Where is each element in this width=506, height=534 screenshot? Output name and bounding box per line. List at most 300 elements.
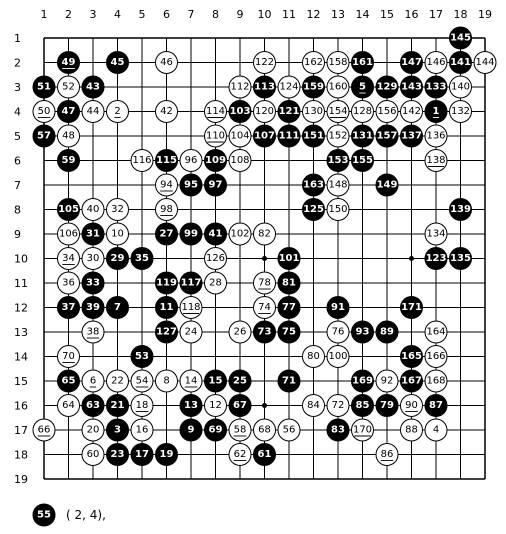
- stone: [278, 101, 300, 123]
- move-number: 61: [257, 449, 272, 460]
- move-number: 64: [62, 400, 75, 411]
- move-number: 42: [160, 106, 173, 117]
- move-number: 29: [110, 253, 125, 264]
- move-number: 123: [425, 253, 447, 264]
- move-number: 99: [184, 228, 198, 240]
- stone: [278, 297, 300, 319]
- stone: [327, 297, 349, 319]
- move-number: 78: [258, 277, 271, 289]
- stone: [254, 223, 276, 245]
- stone: [254, 272, 276, 294]
- stone: [58, 125, 80, 147]
- stone: [425, 321, 447, 343]
- column-label: 8: [212, 8, 219, 21]
- stone: [180, 174, 202, 196]
- move-number: 33: [86, 277, 100, 289]
- stone: [376, 395, 398, 417]
- move-number: 82: [258, 228, 271, 240]
- move-number: 4: [432, 424, 440, 436]
- move-number: 97: [208, 179, 223, 191]
- stone: [401, 297, 423, 319]
- stone: [58, 346, 80, 368]
- move-number: 63: [86, 400, 100, 411]
- move-number: 121: [278, 106, 300, 117]
- move-number: 162: [303, 57, 324, 68]
- move-number: 160: [328, 81, 348, 93]
- stone: [278, 370, 300, 392]
- stone: [107, 101, 129, 123]
- stone: [205, 174, 227, 196]
- move-number: 26: [233, 326, 247, 338]
- row-label: 9: [14, 228, 21, 241]
- move-number: 65: [61, 375, 76, 387]
- stone: [376, 76, 398, 98]
- move-number: 80: [307, 351, 320, 362]
- move-number: 47: [61, 106, 76, 117]
- move-number: 120: [254, 106, 275, 117]
- stone: [156, 174, 178, 196]
- move-number: 154: [328, 106, 348, 117]
- column-label: 1: [40, 8, 48, 21]
- move-number: 1: [432, 106, 440, 117]
- stone: [82, 76, 104, 98]
- row-label: 19: [14, 473, 28, 486]
- stone: [58, 199, 80, 221]
- move-number: 10: [111, 228, 124, 240]
- move-number: 13: [184, 400, 198, 411]
- move-number: 116: [132, 155, 152, 166]
- move-number: 140: [450, 81, 471, 93]
- move-note: [33, 504, 106, 526]
- stone: [156, 321, 178, 343]
- stone: [180, 370, 202, 392]
- stone: [303, 199, 325, 221]
- stone: [205, 223, 227, 245]
- stone: [229, 444, 251, 466]
- stone: [229, 76, 251, 98]
- move-number: 130: [303, 106, 324, 117]
- stone: [327, 199, 349, 221]
- move-number: 143: [401, 81, 422, 93]
- move-number: 11: [159, 302, 174, 313]
- stone: [376, 101, 398, 123]
- stone: [425, 419, 447, 441]
- move-number: 167: [401, 375, 422, 387]
- move-number: 161: [352, 57, 373, 68]
- stone: [156, 223, 178, 245]
- move-number: 113: [254, 81, 275, 93]
- stone: [352, 101, 374, 123]
- stone: [82, 248, 104, 270]
- stone: [131, 248, 153, 270]
- stone: [303, 101, 325, 123]
- stone: [450, 52, 472, 74]
- move-number: 44: [86, 106, 100, 117]
- move-number: 155: [352, 155, 373, 166]
- stone: [425, 125, 447, 147]
- stone: [425, 52, 447, 74]
- stone: [58, 248, 80, 270]
- stone: [254, 419, 276, 441]
- move-number: 66: [37, 424, 51, 436]
- stone: [205, 101, 227, 123]
- move-number: 127: [156, 326, 177, 338]
- stone: [82, 297, 104, 319]
- stone: [58, 297, 80, 319]
- column-label: 6: [163, 8, 170, 21]
- stone: [180, 321, 202, 343]
- move-number: 20: [86, 424, 100, 436]
- move-number: 28: [209, 277, 222, 289]
- column-label: 11: [282, 8, 296, 21]
- move-number: 14: [184, 375, 198, 387]
- move-number: 144: [475, 57, 495, 68]
- move-number: 52: [62, 81, 75, 93]
- column-label: 5: [138, 8, 146, 21]
- stone: [33, 76, 55, 98]
- move-number: 56: [282, 424, 296, 436]
- move-number: 88: [405, 424, 418, 436]
- stone: [425, 223, 447, 245]
- stone: [82, 370, 104, 392]
- move-number: 3: [114, 424, 121, 436]
- stone: [33, 125, 55, 147]
- move-number: 111: [278, 130, 300, 142]
- move-number: 129: [376, 81, 398, 93]
- move-number: 158: [328, 57, 348, 68]
- move-number: 137: [401, 130, 422, 142]
- stone: [327, 395, 349, 417]
- stone: [327, 174, 349, 196]
- stone: [229, 321, 251, 343]
- stone: [107, 395, 129, 417]
- stone: [401, 52, 423, 74]
- row-label: 12: [14, 301, 28, 315]
- move-number: 131: [352, 130, 373, 142]
- move-number: 35: [135, 253, 149, 264]
- row-label: 18: [14, 448, 28, 462]
- stone: [156, 272, 178, 294]
- stone: [58, 223, 80, 245]
- move-number: 83: [331, 424, 345, 436]
- row-label: 10: [14, 252, 28, 266]
- stone: [180, 395, 202, 417]
- move-number: 106: [58, 228, 79, 240]
- stone: [278, 419, 300, 441]
- move-number: 71: [282, 375, 296, 387]
- move-number: 149: [376, 179, 398, 191]
- stone: [425, 101, 447, 123]
- move-number: 93: [355, 326, 370, 338]
- stone: [303, 346, 325, 368]
- row-label: 3: [14, 81, 21, 94]
- footer-coordinate-text: ( 2, 4),: [66, 508, 106, 522]
- move-number: 171: [401, 302, 422, 313]
- stone: [131, 370, 153, 392]
- stone: [58, 272, 80, 294]
- move-number: 34: [62, 253, 75, 264]
- move-number: 76: [331, 326, 345, 338]
- stone: [254, 321, 276, 343]
- row-label: 11: [14, 277, 28, 290]
- move-number: 68: [258, 424, 271, 436]
- move-number: 72: [331, 400, 345, 411]
- move-number: 150: [328, 204, 348, 215]
- stone: [180, 150, 202, 172]
- move-number: 86: [380, 449, 394, 460]
- move-number: 41: [208, 228, 223, 240]
- move-number: 23: [110, 449, 125, 460]
- move-number: 21: [110, 400, 125, 411]
- move-number: 147: [401, 57, 422, 68]
- move-number: 109: [205, 155, 226, 166]
- move-number: 152: [328, 130, 348, 142]
- stone: [401, 346, 423, 368]
- stone: [58, 101, 80, 123]
- move-number: 91: [331, 302, 345, 313]
- stone: [82, 444, 104, 466]
- move-number: 49: [61, 57, 76, 68]
- stone: [278, 125, 300, 147]
- move-number: 163: [303, 179, 324, 191]
- move-number: 118: [181, 302, 201, 313]
- stone: [425, 395, 447, 417]
- stone: [205, 370, 227, 392]
- move-number: 145: [450, 32, 471, 44]
- stone: [82, 101, 104, 123]
- stone: [58, 150, 80, 172]
- column-labels: [41, 8, 493, 21]
- stone: [376, 444, 398, 466]
- move-number: 102: [230, 228, 250, 240]
- stone: [107, 223, 129, 245]
- move-number: 31: [86, 228, 100, 240]
- stone: [205, 395, 227, 417]
- stone: [303, 125, 325, 147]
- stone: [131, 419, 153, 441]
- stone: [205, 419, 227, 441]
- move-number: 85: [355, 400, 370, 411]
- row-label: 4: [14, 105, 21, 119]
- move-number: 15: [208, 375, 223, 387]
- stone: [33, 419, 55, 441]
- stone: [82, 321, 104, 343]
- stone: [254, 52, 276, 74]
- column-label: 2: [65, 8, 72, 21]
- stone: [33, 101, 55, 123]
- stone: [254, 76, 276, 98]
- move-number: 133: [425, 81, 447, 93]
- row-label: 2: [14, 56, 21, 70]
- move-number: 73: [257, 326, 272, 338]
- stone: [401, 101, 423, 123]
- move-number: 165: [401, 351, 422, 362]
- move-number: 53: [135, 351, 149, 362]
- column-label: 16: [404, 8, 419, 21]
- stone: [425, 346, 447, 368]
- column-label: 9: [236, 8, 244, 21]
- row-label: 14: [14, 350, 28, 364]
- stone: [58, 52, 80, 74]
- move-number: 38: [86, 326, 100, 338]
- move-number: 142: [401, 106, 422, 117]
- star-point: [262, 403, 267, 408]
- column-label: 4: [114, 8, 121, 21]
- move-number: 159: [303, 81, 324, 93]
- column-label: 10: [257, 8, 272, 21]
- stone: [107, 297, 129, 319]
- move-number: 57: [37, 130, 51, 142]
- stone: [376, 125, 398, 147]
- stone: [254, 101, 276, 123]
- move-number: 156: [377, 106, 397, 117]
- stone: [303, 174, 325, 196]
- move-number: 124: [279, 81, 299, 93]
- stone: [401, 76, 423, 98]
- stone: [229, 125, 251, 147]
- stone: [352, 321, 374, 343]
- stone: [450, 199, 472, 221]
- move-number: 18: [135, 400, 149, 411]
- move-number: 146: [426, 57, 446, 68]
- row-label: 8: [14, 203, 21, 217]
- stone: [131, 150, 153, 172]
- stone: [131, 395, 153, 417]
- move-number: 60: [86, 449, 100, 460]
- stone: [352, 370, 374, 392]
- stone: [229, 223, 251, 245]
- move-number: 58: [233, 424, 247, 436]
- stone: [352, 150, 374, 172]
- move-number: 138: [426, 155, 446, 166]
- stone: [327, 346, 349, 368]
- move-number: 136: [426, 130, 446, 142]
- stone: [180, 419, 202, 441]
- move-number: 50: [37, 106, 51, 117]
- stone: [352, 419, 374, 441]
- move-number: 98: [160, 204, 173, 215]
- row-label: 13: [14, 326, 28, 339]
- move-number: 101: [278, 253, 300, 264]
- move-number: 17: [135, 449, 149, 460]
- stone: [205, 248, 227, 270]
- stone: [58, 395, 80, 417]
- star-point: [409, 256, 414, 261]
- row-label: 16: [14, 399, 28, 413]
- stone: [425, 248, 447, 270]
- move-number: 59: [61, 155, 76, 166]
- stone: [107, 52, 129, 74]
- stone: [254, 297, 276, 319]
- column-label: 13: [331, 8, 345, 21]
- stone: [327, 321, 349, 343]
- stone: [180, 223, 202, 245]
- stone: [82, 223, 104, 245]
- move-number: 54: [135, 375, 149, 387]
- stone: [303, 395, 325, 417]
- stone: [107, 419, 129, 441]
- star-point: [262, 256, 267, 261]
- move-number: 37: [61, 302, 76, 313]
- move-number: 95: [184, 179, 198, 191]
- column-label: 19: [478, 8, 492, 21]
- stone: [425, 150, 447, 172]
- move-number: 125: [303, 204, 324, 215]
- move-number: 74: [258, 302, 271, 313]
- stone: [425, 76, 447, 98]
- move-number: 69: [208, 424, 223, 436]
- column-label: 12: [306, 8, 321, 21]
- stone: [401, 395, 423, 417]
- move-number: 84: [307, 400, 320, 411]
- stone: [156, 150, 178, 172]
- stone: [327, 52, 349, 74]
- stone: [229, 101, 251, 123]
- stone: [156, 370, 178, 392]
- stone: [278, 321, 300, 343]
- move-number: 166: [426, 351, 446, 362]
- stone: [205, 125, 227, 147]
- stone: [156, 297, 178, 319]
- move-number: 77: [282, 302, 296, 313]
- stone: [254, 125, 276, 147]
- move-number: 45: [110, 57, 125, 68]
- row-label: 15: [14, 375, 28, 388]
- stone: [131, 346, 153, 368]
- move-number: 148: [328, 179, 348, 191]
- move-number: 40: [86, 204, 100, 215]
- move-number: 151: [303, 130, 324, 142]
- stone: [425, 370, 447, 392]
- stone: [278, 248, 300, 270]
- move-number: 9: [187, 424, 195, 436]
- move-number: 79: [380, 400, 394, 411]
- stone: [327, 125, 349, 147]
- move-number: 153: [327, 155, 349, 166]
- stone: [450, 248, 472, 270]
- stone: [376, 370, 398, 392]
- move-number: 2: [114, 106, 121, 117]
- stone: [327, 150, 349, 172]
- move-number: 67: [233, 400, 247, 411]
- column-label: 15: [380, 8, 394, 21]
- stone: [327, 76, 349, 98]
- stone: [58, 76, 80, 98]
- move-number: 8: [163, 375, 170, 387]
- move-number: 103: [229, 106, 251, 117]
- stone: [254, 444, 276, 466]
- column-label: 14: [355, 8, 370, 21]
- stone: [303, 52, 325, 74]
- stone: [156, 199, 178, 221]
- move-number: 90: [405, 400, 418, 411]
- stone: [450, 27, 472, 49]
- move-number: 36: [62, 277, 75, 289]
- column-label: 7: [187, 8, 195, 21]
- move-number: 24: [184, 326, 198, 338]
- move-number: 25: [233, 375, 247, 387]
- move-number: 126: [205, 253, 226, 264]
- move-number: 100: [328, 351, 348, 362]
- move-number: 134: [426, 228, 446, 240]
- move-number: 139: [450, 204, 471, 215]
- move-number: 157: [376, 130, 398, 142]
- stone: [229, 150, 251, 172]
- stone: [156, 101, 178, 123]
- move-number: 108: [230, 155, 250, 166]
- move-number: 119: [156, 277, 177, 289]
- move-number: 39: [86, 302, 100, 313]
